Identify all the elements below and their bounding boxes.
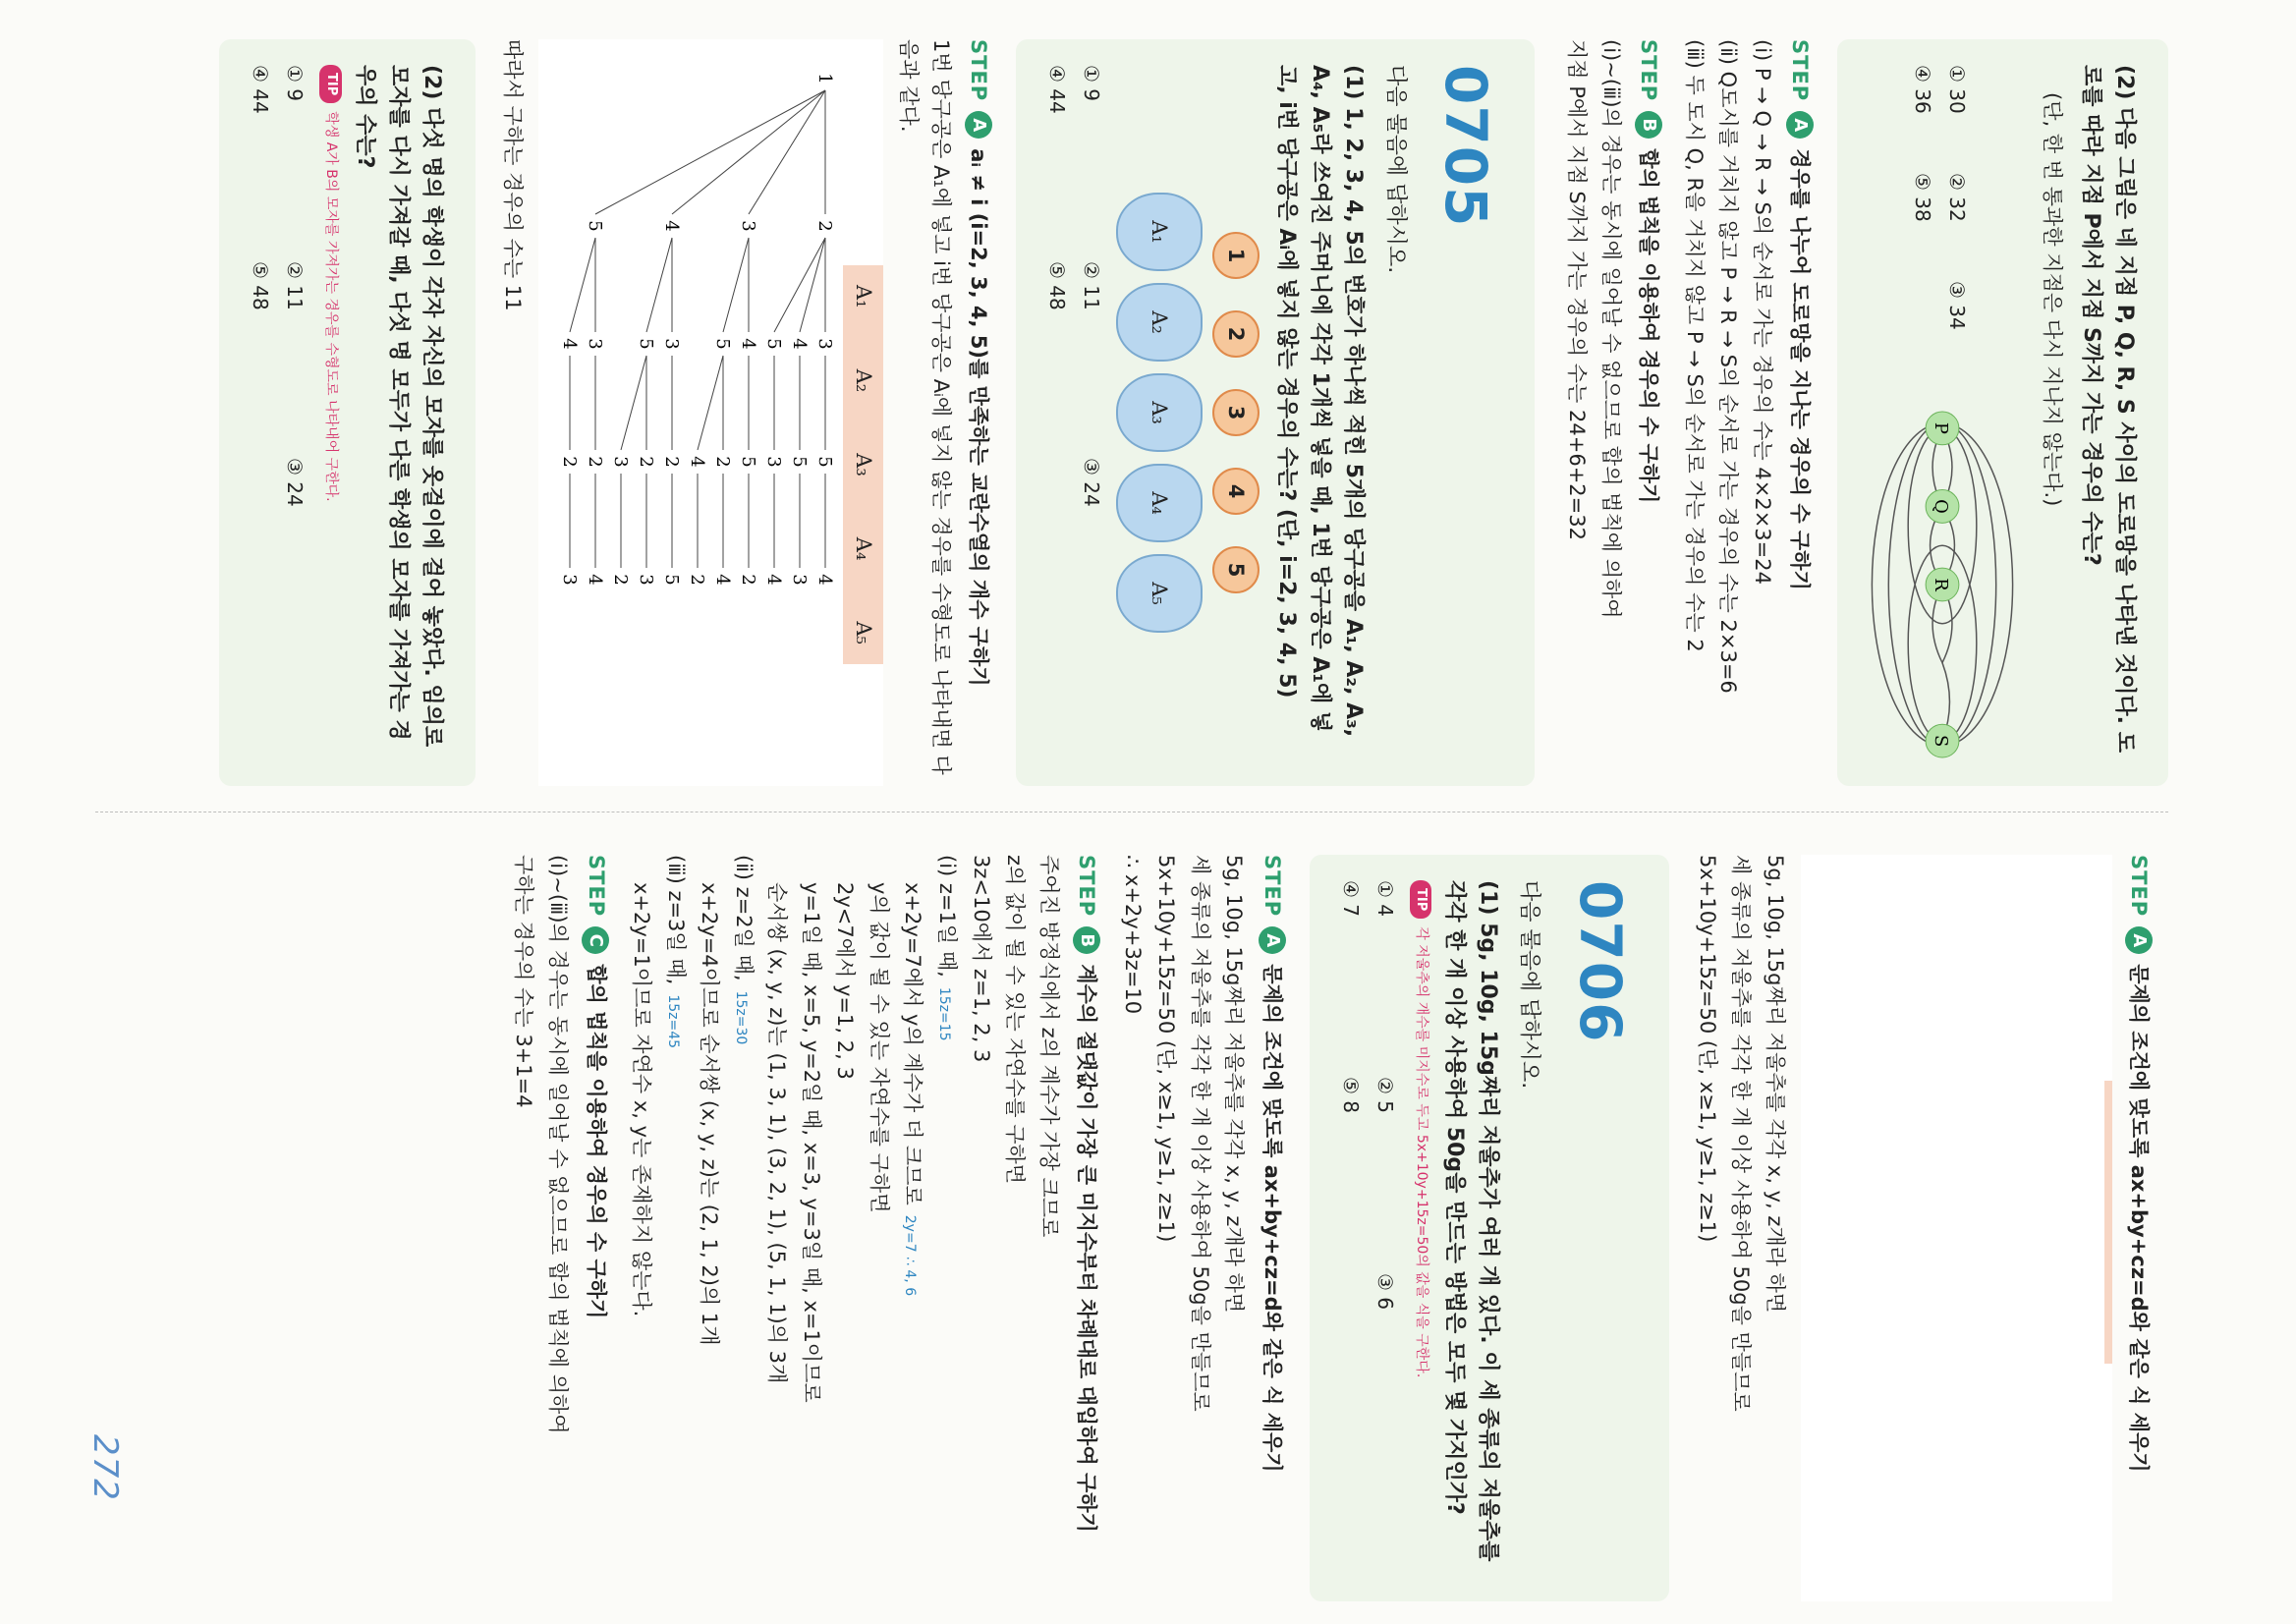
tree-col-label: A₄ xyxy=(851,536,875,561)
solution-line: 세 종류의 저울추를 각각 한 개 이상 사용하여 50g을 만들므로 xyxy=(1188,855,1212,1412)
tree-header xyxy=(2104,1081,2112,1364)
option-1[interactable]: ① 9 xyxy=(1080,65,1104,102)
tree-node: 5 xyxy=(737,456,758,468)
tip-text: 학생 A가 B의 모자를 가져가는 경우를 수형도로 나타내어 구한다. xyxy=(323,111,340,502)
step-title: 문제의 조건에 맞도록 ax+by+cz=d와 같은 식 세우기 xyxy=(2127,964,2151,1473)
answer-options xyxy=(1907,65,1972,389)
tree-edge xyxy=(646,238,672,332)
option-4[interactable]: ④ 44 xyxy=(1045,65,1070,114)
tree-edge xyxy=(595,90,825,214)
node-r xyxy=(1926,568,1959,601)
step-letter: B xyxy=(1073,926,1100,954)
tip-badge: TIP xyxy=(1410,880,1431,919)
tree-node: 3 xyxy=(635,574,656,586)
step-a-heading xyxy=(2122,855,2155,1601)
solution-line: y의 값이 될 수 있는 자연수를 구하면 xyxy=(867,882,891,1213)
solution-0706 xyxy=(508,855,1288,1601)
step-letter: C xyxy=(582,926,609,954)
tree-node: 2 xyxy=(558,456,580,468)
problem-intro: 다음 물음에 답하시오. xyxy=(1382,65,1408,274)
tree-edge xyxy=(672,90,825,214)
side-note: 15z=30 xyxy=(732,990,749,1045)
tree-node: 3 xyxy=(762,456,784,468)
tree-node: 5 xyxy=(711,338,733,350)
tree-node: 4 xyxy=(788,338,810,350)
solution-text: (ⅰ) z=1일 때, xyxy=(935,855,960,978)
problem-0705-2-box xyxy=(219,39,475,786)
option-3[interactable]: ③ 6 xyxy=(1372,1273,1397,1311)
solution-line: (ⅰ)~(ⅲ)의 경우는 동시에 일어날 수 없으므로 합의 법칙에 의하여 xyxy=(1598,39,1623,619)
answer-options xyxy=(245,65,309,760)
step-label: STEP xyxy=(1075,855,1099,918)
solution-line: 주어진 방정식에서 z의 계수가 가장 크므로 xyxy=(1036,855,1061,1238)
step-title: 문제의 조건에 맞도록 ax+by+cz=d와 같은 식 세우기 xyxy=(1260,964,1284,1473)
solution-line xyxy=(727,855,759,1601)
tree-node: 5 xyxy=(813,456,835,468)
left-column xyxy=(95,39,2168,786)
tree-diagram xyxy=(1801,855,2113,1601)
option-1[interactable]: ① 30 xyxy=(1945,65,1970,114)
tree-edge xyxy=(774,238,825,332)
step-letter: A xyxy=(965,111,992,139)
step-title: 합의 법칙을 이용하여 경우의 수 구하기 xyxy=(584,964,608,1319)
option-4[interactable]: ④ 36 xyxy=(1911,65,1935,114)
side-note: 15z=45 xyxy=(664,994,681,1049)
solution-0704-2 xyxy=(1560,39,1816,786)
bag-a4: A₄ xyxy=(1116,464,1203,542)
solution-0705-2 xyxy=(1691,855,2155,1601)
solution-line: ∴ x+2y+3z=10 xyxy=(1120,855,1145,1015)
option-3[interactable]: ③ 24 xyxy=(283,458,308,507)
solution-line: 5x+10y+15z=50 (단, x≥1, y≥1, z≥1) xyxy=(1695,855,1719,1243)
tree-col-label: A₅ xyxy=(851,621,875,644)
node-r-label: R xyxy=(1931,578,1952,591)
step-label: STEP xyxy=(584,855,608,918)
problem-0704-2-box xyxy=(1837,39,2168,786)
question-text xyxy=(348,65,448,760)
tip-text: 각 저울추의 개수를 미지수로 두고 5x+10y+15z=50의 값을 식을 구한다. xyxy=(1413,926,1429,1378)
solution-line: x+2y=4이므로 순서쌍 (x, y, z)는 (2, 1, 2)의 1개 xyxy=(698,882,722,1346)
tree-svg-0705 xyxy=(548,39,843,727)
option-1[interactable]: ① 4 xyxy=(1372,880,1397,918)
bag-a3: A₃ xyxy=(1116,373,1203,452)
problem-0705-box xyxy=(1016,39,1535,786)
tree-node: 3 xyxy=(660,338,682,350)
tree-edge xyxy=(749,90,825,214)
option-3[interactable]: ③ 34 xyxy=(1945,281,1970,330)
solution-line: 1번 당구공은 A₁에 넣고 i번 당구공은 Aᵢ에 넣지 않는 경우를 수형도로 나타내면 다음과 같다. xyxy=(897,39,953,775)
page-number: 272 xyxy=(85,1434,125,1501)
step-title: 계수의 절댓값이 가장 큰 미지수부터 차례대로 대입하여 구하기 xyxy=(1075,964,1099,1533)
option-3[interactable]: ③ 24 xyxy=(1080,458,1104,507)
bag-a5: A₅ xyxy=(1116,554,1203,633)
step-label: STEP xyxy=(1637,39,1661,102)
node-p xyxy=(1926,412,1959,445)
solution-line: z의 값이 될 수 있는 자연수를 구하면 xyxy=(1003,855,1028,1185)
tree-node: 3 xyxy=(584,338,605,350)
tree-node: 4 xyxy=(584,574,605,586)
solution-line xyxy=(897,855,929,1601)
road-network-diagram xyxy=(1859,409,2026,760)
tree-edge xyxy=(723,238,749,332)
node-s-label: S xyxy=(1931,734,1952,748)
tree-node: 4 xyxy=(660,220,682,232)
problem-intro: 다음 물음에 답하시오. xyxy=(1517,880,1542,1090)
ball-2: 2 xyxy=(1212,310,1260,358)
tree-edge xyxy=(698,356,723,450)
tree-node: 2 xyxy=(711,456,733,468)
solution-text: (ⅱ) z=2일 때, xyxy=(731,855,756,981)
step-title: 합의 법칙을 이용하여 경우의 수 구하기 xyxy=(1637,148,1661,504)
node-s xyxy=(1926,724,1959,757)
option-4[interactable]: ④ 7 xyxy=(1338,880,1363,918)
right-column xyxy=(95,855,2168,1601)
tree-node: 3 xyxy=(558,574,580,586)
tree-node: 2 xyxy=(635,456,656,468)
tree-node: 5 xyxy=(660,574,682,586)
tree-node: 4 xyxy=(686,456,707,468)
step-label: STEP xyxy=(967,39,991,102)
step-title: 경우를 나누어 도로망을 지나는 경우의 수 구하기 xyxy=(1788,148,1813,590)
solution-text: (ⅲ) z=3일 때, xyxy=(663,855,688,985)
option-5[interactable]: ⑤ 48 xyxy=(249,261,273,310)
solution-line: 2y<7에서 y=1, 2, 3 xyxy=(833,882,858,1080)
tree-node: 1 xyxy=(813,73,835,84)
node-q xyxy=(1926,490,1959,524)
step-letter: B xyxy=(1635,111,1662,139)
step-b-heading xyxy=(1071,855,1103,1601)
tree-node: 4 xyxy=(813,574,835,586)
tree-node: 3 xyxy=(737,220,758,232)
step-a-lines xyxy=(1116,855,1250,1601)
tree-node: 3 xyxy=(609,456,631,468)
solution-0705 xyxy=(497,39,994,786)
tree-node: 4 xyxy=(711,574,733,586)
ball-4: 4 xyxy=(1212,468,1260,515)
tree-node: 4 xyxy=(558,338,580,350)
question-text-body: (2) 다섯 명의 학생이 각자 자신의 모자를 옷걸이에 걸어 놓았다. 임의로 모자를 다시 가져갈 때, 다섯 명 모두가 다른 학생의 모자를 가져가는 경우의 수는? xyxy=(352,65,444,748)
node-p-label: P xyxy=(1931,421,1952,434)
option-2[interactable]: ② 5 xyxy=(1372,1077,1397,1114)
solution-line: (ⅰ) P → Q → R → S의 순서로 가는 경우의 수는 4×2×3=24 xyxy=(1750,39,1774,585)
step-label: STEP xyxy=(1260,855,1284,918)
ball-1: 1 xyxy=(1212,232,1260,279)
solution-line: (ⅱ) Q도시를 거치지 않고 P → R → S의 순서로 가는 경우의 수는 2×3=6 xyxy=(1716,39,1741,694)
solution-line: 5g, 10g, 15g짜리 저울추를 각각 x, y, z개라 하면 xyxy=(1222,855,1247,1314)
step-letter: A xyxy=(1259,926,1286,954)
ball-row xyxy=(1212,65,1260,760)
solution-line: y=1일 때, x=5, y=2일 때, x=3, y=3일 때, x=1이므로 xyxy=(799,882,823,1403)
step-b-heading xyxy=(1633,39,1665,786)
question-text: (1) 1, 2, 3, 4, 5의 번호가 하나씩 적힌 5개의 당구공을 A₁, A₂, A₃, A₄, A₅라 쓰여진 주머니에 각각 1개씩 넣을 때, 1번 당구공은 A₁에 넣고, i번 당구공은 Aᵢ에 넣지 않는 경우의 수는? (단, i=2, 3, 4, 5) xyxy=(1274,65,1367,738)
tree-col-label: A₃ xyxy=(851,453,875,476)
solution-line: 순서쌍 (x, y, z)는 (1, 3, 1), (3, 2, 1), (5, 1, 1)의 3개 xyxy=(765,882,790,1384)
solution-text: x+2y=7에서 y의 계수가 더 크므로 xyxy=(901,882,925,1205)
solution-line: (ⅲ) 두 도시 Q, R을 거치지 않고 P → S의 순서로 가는 경우의 수는 2 xyxy=(1682,39,1707,652)
tree-svg-hats xyxy=(1810,855,2104,1542)
tree-node: 2 xyxy=(609,574,631,586)
tree-node: 4 xyxy=(762,574,784,586)
node-q-label: Q xyxy=(1931,499,1952,514)
side-note: 15z=15 xyxy=(936,986,953,1041)
step-letter: A xyxy=(2125,926,2153,954)
option-5[interactable]: ⑤ 38 xyxy=(1911,173,1935,222)
tree-node: 5 xyxy=(635,338,656,350)
tree-edge xyxy=(621,356,646,450)
option-2[interactable]: ② 11 xyxy=(1080,261,1104,310)
tree-node: 2 xyxy=(686,574,707,586)
option-5[interactable]: ⑤ 8 xyxy=(1338,1077,1363,1114)
step-letter: A xyxy=(1786,111,1814,139)
question-text: (2) 다음 그림은 네 지점 P, Q, R, S 사이의 도로망을 나타낸 것이다. 도로를 따라 지점 P에서 지점 S까지 가는 경우의 수는? xyxy=(2078,65,2137,753)
option-2[interactable]: ② 32 xyxy=(1945,173,1970,222)
option-5[interactable]: ⑤ 48 xyxy=(1045,261,1070,310)
tree-diagram xyxy=(538,39,882,786)
tree-node: 3 xyxy=(813,338,835,350)
option-4[interactable]: ④ 44 xyxy=(249,65,273,114)
tree-node: 5 xyxy=(788,456,810,468)
result-line: 따라서 구하는 경우의 수는 11 xyxy=(501,39,526,311)
tree-node: 2 xyxy=(660,456,682,468)
bag-row xyxy=(1116,65,1203,760)
solution-line: 세 종류의 저울추를 각각 한 개 이상 사용하여 50g을 만들므로 xyxy=(1729,855,1754,1412)
ball-5: 5 xyxy=(1212,546,1260,593)
question-condition: (단, 한 번 통과한 지점은 다시 지나지 않는다.) xyxy=(2040,92,2064,507)
tree-edge xyxy=(570,238,595,332)
tree-col-label: A₂ xyxy=(851,368,875,393)
tree-col-label: A₁ xyxy=(851,285,875,308)
solution-line: 지점 P에서 지점 S까지 가는 경우의 수는 24+6+2=32 xyxy=(1564,39,1589,540)
ball-3: 3 xyxy=(1212,389,1260,436)
step-label: STEP xyxy=(1788,39,1813,102)
tree-node: 3 xyxy=(788,574,810,586)
solution-line: 5g, 10g, 15g짜리 저울추를 각각 x, y, z개라 하면 xyxy=(1763,855,1787,1314)
bag-a2: A₂ xyxy=(1116,283,1203,362)
bag-a1: A₁ xyxy=(1116,193,1203,271)
answer-options xyxy=(1041,65,1106,760)
tree-node: 5 xyxy=(762,338,784,350)
solution-line xyxy=(659,855,692,1601)
solution-line xyxy=(930,855,963,1601)
tip xyxy=(1410,880,1431,1576)
answer-options xyxy=(1335,880,1400,1576)
solution-line: 3z<10에서 z=1, 2, 3 xyxy=(969,855,993,1063)
tree-header xyxy=(843,265,883,664)
step-a-heading xyxy=(963,39,995,786)
tree-node: 2 xyxy=(813,220,835,232)
solution-line: (ⅰ)~(ⅲ)의 경우는 동시에 일어날 수 없으므로 합의 법칙에 의하여 xyxy=(546,855,571,1434)
step-a-heading xyxy=(1256,855,1288,1601)
tree-node: 5 xyxy=(584,220,605,232)
side-note: 2y=7 ∴ 4, 6 xyxy=(902,1214,919,1297)
tip xyxy=(319,65,341,760)
option-2[interactable]: ② 11 xyxy=(283,261,308,310)
tree-node: 2 xyxy=(737,574,758,586)
option-1[interactable]: ① 9 xyxy=(283,65,308,102)
solution-line: 5x+10y+15z=50 (단, x≥1, y≥1, z≥1) xyxy=(1154,855,1179,1243)
question-text: (1) 5g, 10g, 15g짜리 저울추가 여러 개 있다. 이 세 종류의 저울추를 각각 한 개 이상 사용하여 50g을 만드는 방법은 모두 몇 가지인가? xyxy=(1442,880,1501,1562)
tree-node: 4 xyxy=(737,338,758,350)
problem-number: 0705 xyxy=(1432,65,1500,228)
step-c-heading xyxy=(580,855,612,1601)
step-label: STEP xyxy=(2127,855,2151,918)
solution-line: 구하는 경우의 수는 3+1=4 xyxy=(512,855,536,1108)
tip-badge: TIP xyxy=(319,65,341,103)
tree-node: 2 xyxy=(584,456,605,468)
step-title: aᵢ ≠ i (i=2, 3, 4, 5)를 만족하는 교란수열의 개수 구하기 xyxy=(967,148,991,687)
step-a-heading xyxy=(1784,39,1817,786)
problem-0706-box xyxy=(1310,855,1669,1601)
solution-line: x+2y=1이므로 자연수 x, y는 존재하지 않는다. xyxy=(630,882,654,1317)
tree-edge xyxy=(800,238,825,332)
problem-number: 0706 xyxy=(1567,880,1635,1043)
